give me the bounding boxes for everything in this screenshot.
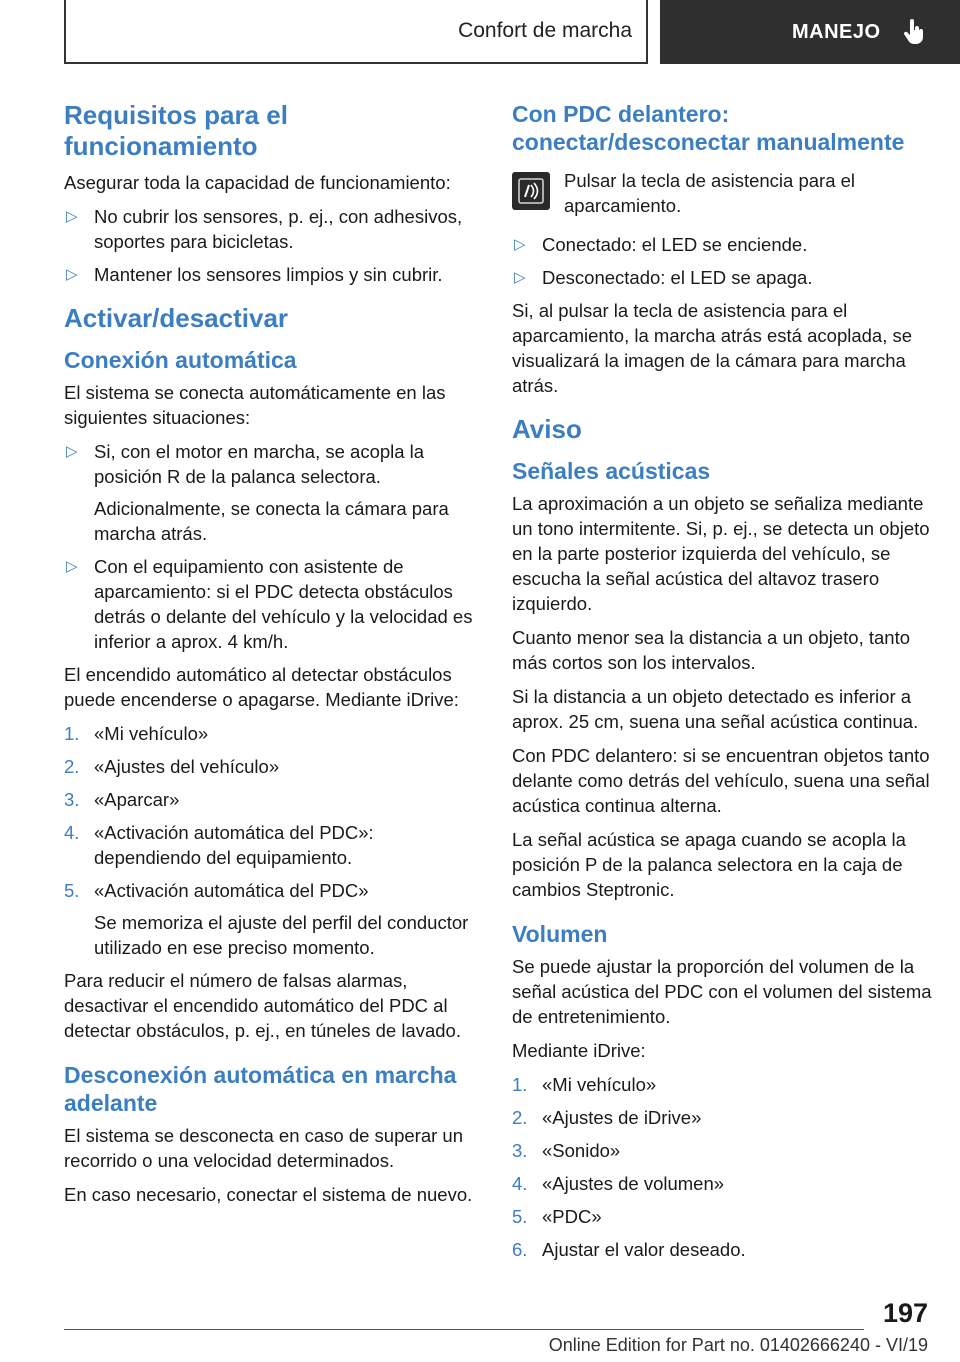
- header-section-tab: [64, 0, 648, 64]
- acoustic-para: Cuanto menor sea la distancia a un objeto, tanto más cortos son los intervalos.: [512, 627, 911, 673]
- auto-disconnect-text: El sistema se desconecta en caso de superar un recorrido o una velocidad determinados.: [64, 1125, 464, 1171]
- front-pdc-heading: Con PDC delantero: conectar/desconectar manualmente: [512, 101, 905, 155]
- triangle-bullet-icon: ▷: [66, 266, 78, 283]
- step-item: 3. «Aparcar»: [64, 789, 180, 810]
- step-item: 2. «Ajustes del vehículo»: [64, 756, 280, 777]
- requirements-intro: Asegurar toda la capacidad de funcionamiento:: [64, 172, 451, 193]
- step-note: Se memoriza el ajuste del perfil del conductor utilizado en ese preciso momento.: [94, 912, 469, 958]
- triangle-bullet-icon: ▷: [514, 236, 526, 253]
- left-column: [64, 100, 484, 1216]
- step-item: 5. «PDC»: [512, 1206, 602, 1227]
- park-assist-instruction-text: Pulsar la tecla de asistencia para el aparcamiento.: [564, 170, 856, 216]
- list-item: ▷ Con el equipamiento con asistente de aparcamiento: si el PDC detecta obstáculos detrás o delante del vehículo y la velocidad es inferior a aprox. 4 km/h.: [66, 556, 473, 652]
- step-item: 1. «Mi vehículo»: [64, 723, 209, 744]
- park-assist-instruction: [512, 168, 932, 218]
- volume-steps-list: [512, 1072, 932, 1262]
- footer-divider: [64, 1329, 864, 1330]
- list-item-note: Adicionalmente, se conecta la cámara para marcha atrás.: [94, 498, 449, 544]
- notice-heading: Aviso: [512, 414, 582, 444]
- header-chapter-tab: [660, 0, 960, 64]
- requirements-list: [64, 204, 484, 287]
- volume-heading: Volumen: [512, 921, 608, 947]
- rear-camera-text: Si, al pulsar la tecla de asistencia para el aparcamiento, la marcha atrás está acoplada, se visualizará la imagen de la cámara para marcha atrás.: [512, 300, 913, 396]
- step-item: 2. «Ajustes de iDrive»: [512, 1107, 702, 1128]
- list-item: ▷ Si, con el motor en marcha, se acopla la posición R de la palanca selectora. Adicionalmente, se conecta la cámara para marcha atrás.: [64, 439, 484, 546]
- hand-pointer-icon: [903, 19, 925, 45]
- step-item: 6. Ajustar el valor deseado.: [512, 1239, 746, 1260]
- step-item: 1. «Mi vehículo»: [512, 1074, 657, 1095]
- section-title: Confort de marcha: [458, 19, 632, 42]
- step-item: 5. «Activación automática del PDC» Se memoriza el ajuste del perfil del conductor utilizado en ese preciso momento.: [64, 878, 484, 960]
- step-item: 4. «Activación automática del PDC»: dependiendo del equipamiento.: [64, 822, 374, 868]
- acoustic-signals-heading: Señales acústicas: [512, 458, 711, 484]
- auto-connect-note: El encendido automático al detectar obstáculos puede encenderse o apagarse. Mediante iDrive:: [64, 664, 459, 710]
- triangle-bullet-icon: ▷: [66, 558, 78, 575]
- step-item: 4. «Ajustes de volumen»: [512, 1173, 725, 1194]
- right-column: [512, 100, 932, 1270]
- list-item: ▷ Mantener los sensores limpios y sin cubrir.: [66, 264, 443, 285]
- requirements-heading: Requisitos para el funcionamiento: [64, 100, 288, 161]
- acoustic-para: Con PDC delantero: si se encuentran objetos tanto delante como detrás del vehículo, suena una señal acústica continua alterna.: [512, 745, 930, 816]
- triangle-bullet-icon: ▷: [66, 443, 78, 460]
- edition-footer: Online Edition for Part no. 01402666240 - VI/19: [548, 1335, 928, 1355]
- led-status-list: [512, 232, 932, 290]
- false-alarm-text: Para reducir el número de falsas alarmas, desactivar el encendido automático del PDC al detectar obstáculos, p. ej., en túneles de lavado.: [64, 970, 461, 1041]
- volume-idrive-text: Mediante iDrive:: [512, 1040, 646, 1061]
- triangle-bullet-icon: ▷: [66, 208, 78, 225]
- idrive-steps-list: [64, 721, 484, 960]
- volume-text: Se puede ajustar la proporción del volumen de la señal acústica del PDC con el volumen del sistema de entretenimiento.: [512, 956, 932, 1027]
- step-item: 3. «Sonido»: [512, 1140, 621, 1161]
- acoustic-para: La aproximación a un objeto se señaliza mediante un tono intermitente. Si, p. ej., se detecta un objeto en la parte posterior izquierda del vehículo, se escucha la señal acústica del altavoz trasero izquierdo.: [512, 493, 930, 614]
- auto-connect-list: [64, 439, 484, 654]
- acoustic-para: La señal acústica se apaga cuando se acopla la posición P de la palanca selectora en la caja de cambios Steptronic.: [512, 829, 906, 900]
- acoustic-para: Si la distancia a un objeto detectado es inferior a aprox. 25 cm, suena una señal acústica continua.: [512, 686, 919, 732]
- reconnect-text: En caso necesario, conectar el sistema de nuevo.: [64, 1184, 473, 1205]
- chapter-title: MANEJO: [792, 20, 881, 43]
- auto-connect-intro: El sistema se conecta automáticamente en las siguientes situaciones:: [64, 382, 446, 428]
- auto-connect-heading: Conexión automática: [64, 347, 297, 373]
- triangle-bullet-icon: ▷: [514, 269, 526, 286]
- list-item: ▷ Conectado: el LED se enciende.: [514, 234, 808, 255]
- park-assist-button-icon: [512, 172, 550, 210]
- list-item: ▷ No cubrir los sensores, p. ej., con adhesivos, soportes para bicicletas.: [66, 206, 463, 252]
- activate-heading: Activar/desactivar: [64, 303, 289, 333]
- auto-disconnect-heading: Desconexión automática en marcha adelante: [64, 1062, 457, 1116]
- list-item: ▷ Desconectado: el LED se apaga.: [514, 267, 813, 288]
- page-number: 197: [882, 1298, 928, 1328]
